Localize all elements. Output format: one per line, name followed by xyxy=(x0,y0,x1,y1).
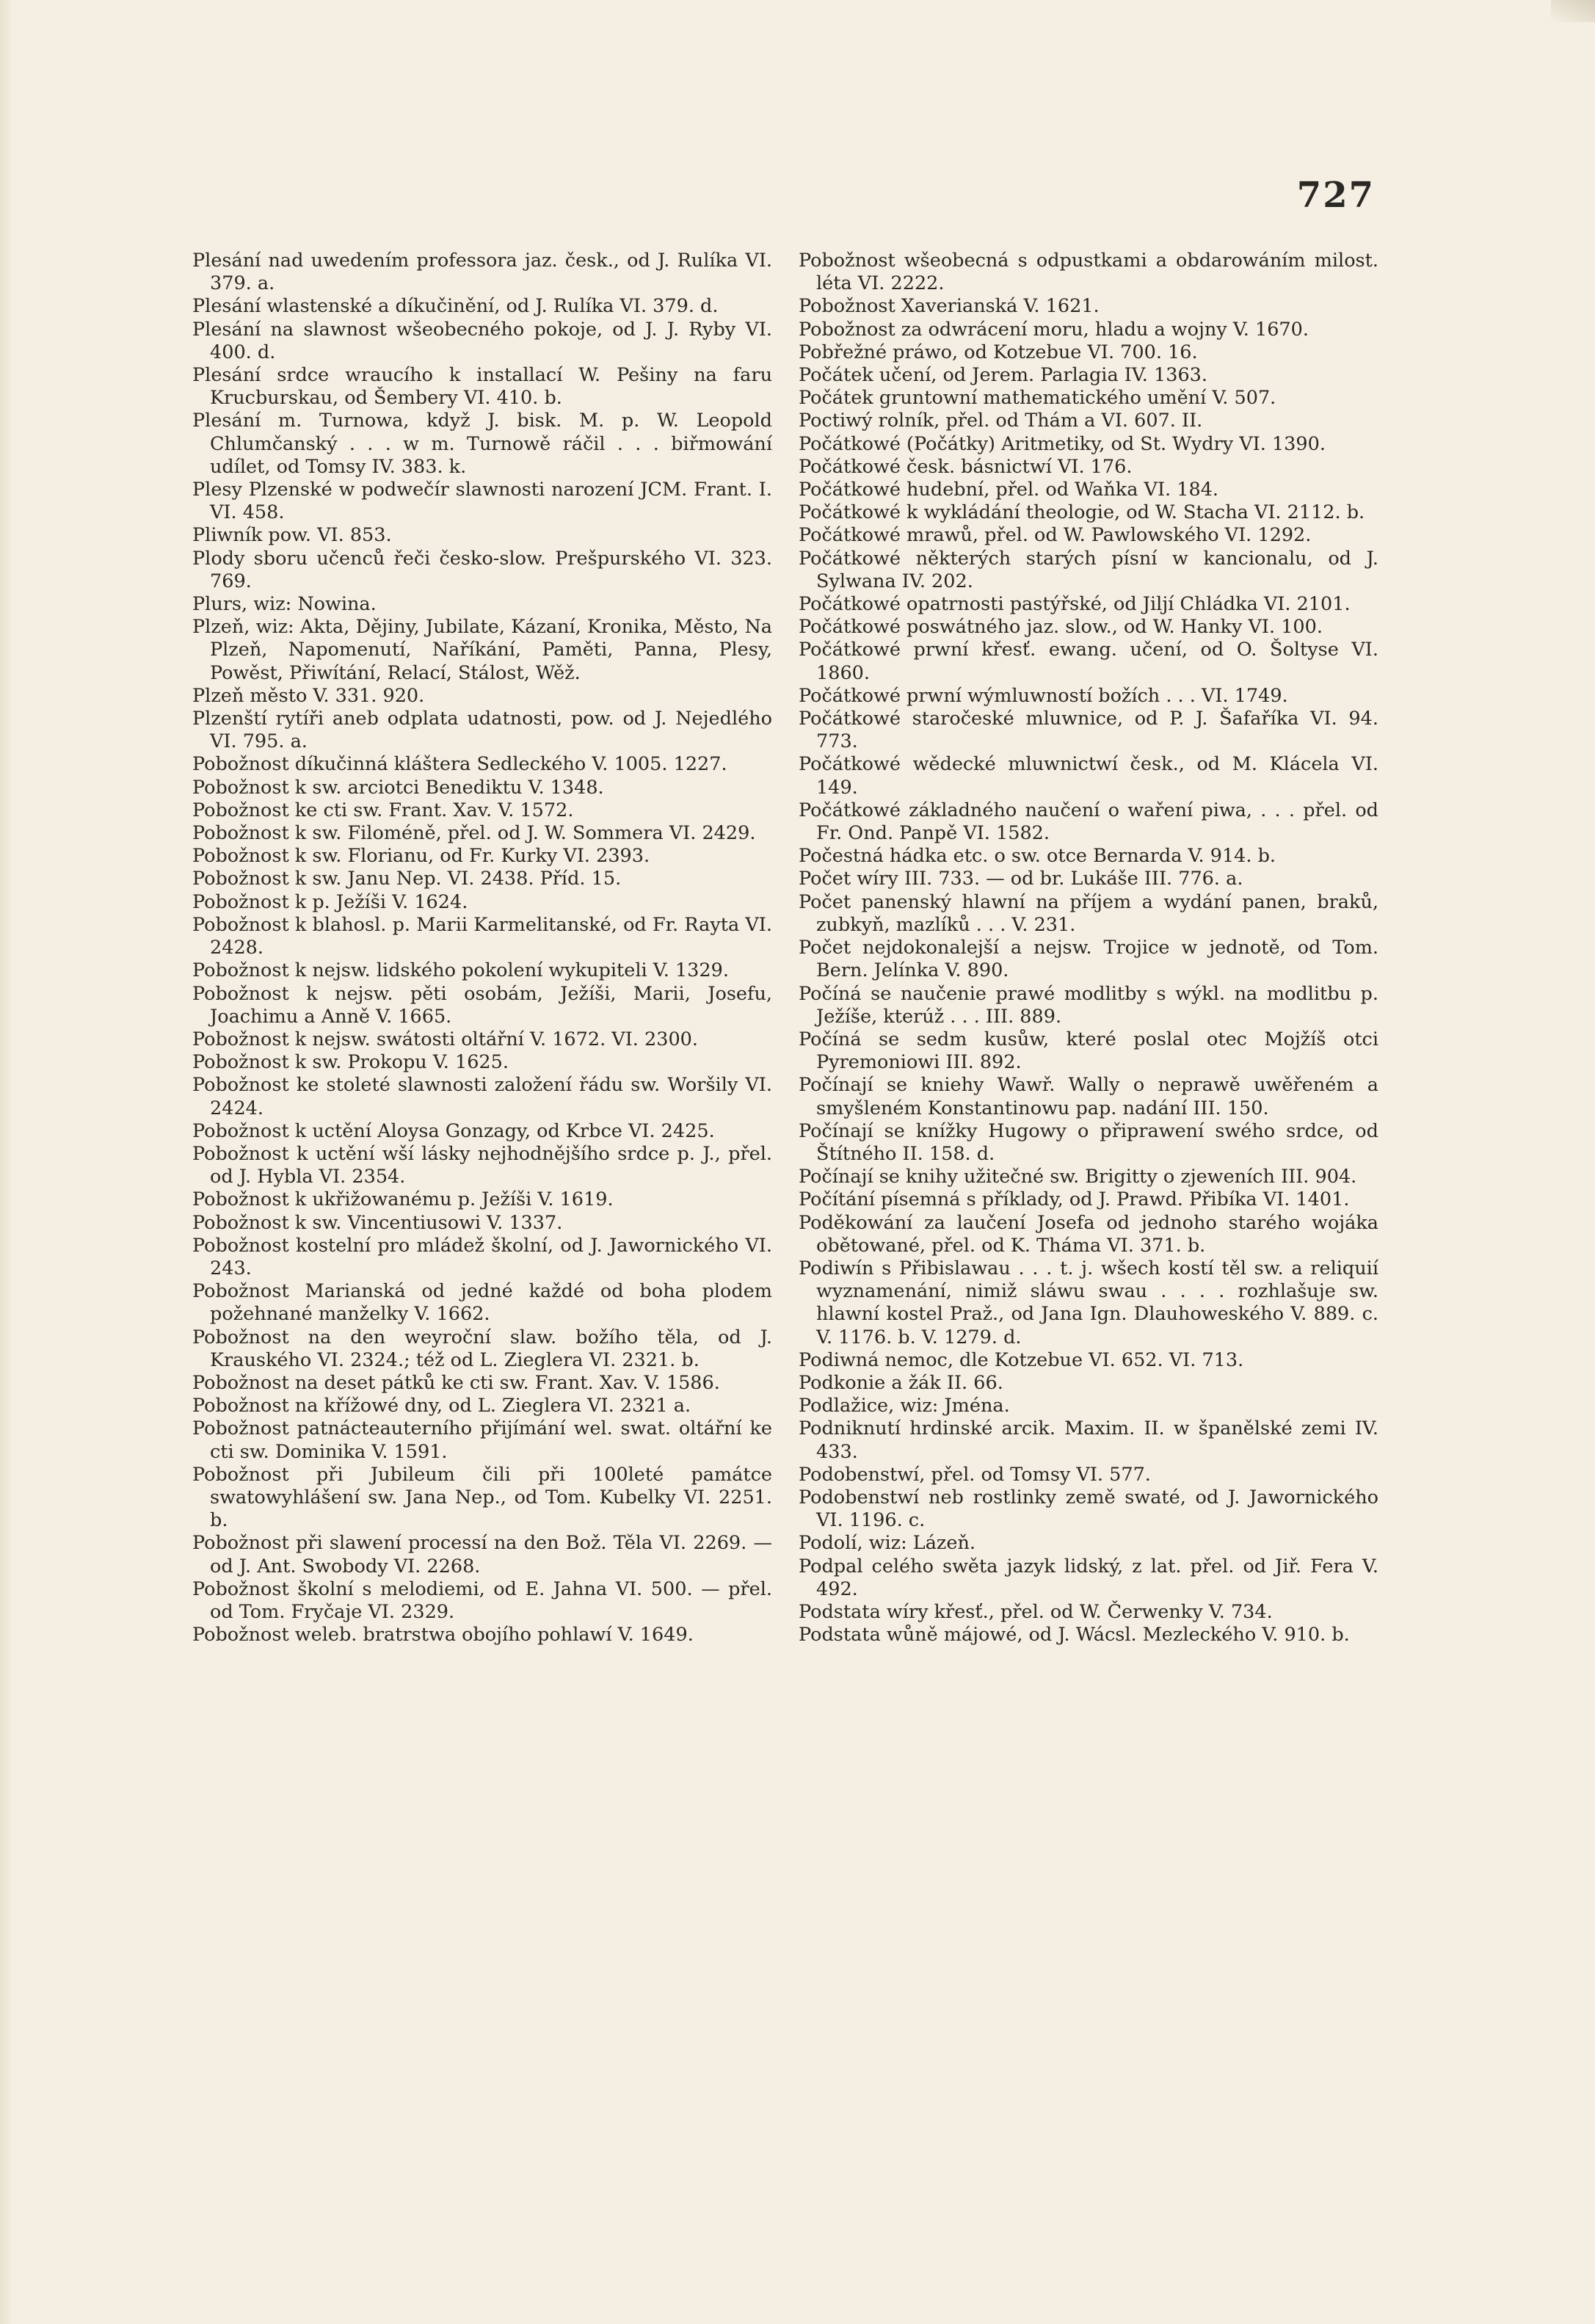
index-column-right xyxy=(799,250,1378,1646)
index-entry: Počínají se kniehy Wawř. Wally o neprawě uwěřeném a smyšleném Konstantinowu pap. nadání III. 150. xyxy=(799,1074,1378,1119)
index-entry: Podlažice, wiz: Jména. xyxy=(799,1395,1010,1417)
index-entry: Podstata wíry křesť., přel. od W. Čerwenky V. 734. xyxy=(799,1600,1273,1623)
index-column-left xyxy=(192,250,772,1646)
index-entry: Plzeň, wiz: Akta, Dějiny, Jubilate, Kázaní, Kronika, Město, Na Plzeň, Napomenutí, Naříkání, Paměti, Panna, Plesy, Powěst, Přiwítání, Relací, Stálost, Wěž. xyxy=(192,616,772,684)
index-entry: Počátkowé staročeské mluwnice, od P. J. Šafaříka VI. 94. 773. xyxy=(799,708,1378,753)
index-entry: Plesy Plzenské w podwečír slawnosti narození JCM. Frant. I. VI. 458. xyxy=(192,479,772,524)
index-entry: Pobožnost k sw. Janu Nep. VI. 2438. Příd. 15. xyxy=(192,868,622,890)
index-entry: Počátkowé prwní křesť. ewang. učení, od O. Šoltyse VI. 1860. xyxy=(799,639,1378,684)
index-entry: Pobožnost k uctění wší lásky nejhodnějšího srdce p. J., přel. od J. Hybla VI. 2354. xyxy=(192,1142,772,1188)
index-entry: Počátkowé (Počátky) Aritmetiky, od St. Wydry VI. 1390. xyxy=(799,432,1326,455)
index-entry: Pobožnost Xaverianská V. 1621. xyxy=(799,295,1100,318)
index-entry: Pobožnost k nejsw. pěti osobám, Ježíši, Marii, Josefu, Joachimu a Anně V. 1665. xyxy=(192,982,772,1028)
index-entry: Plesání nad uwedením professora jaz. česk., od J. Rulíka VI. 379. a. xyxy=(192,250,772,295)
index-entry: Podstata wůně májowé, od J. Wácsl. Mezleckého V. 910. b. xyxy=(799,1624,1350,1646)
index-entry: Počet panenský hlawní na příjem a wydání panen, braků, zubkyň, mazlíků . . . V. 231. xyxy=(799,890,1378,936)
index-entry: Pobožnost weleb. bratrstwa obojího pohlawí V. 1649. xyxy=(192,1624,694,1646)
index-entry: Podkonie a žák II. 66. xyxy=(799,1371,1003,1394)
index-entry: Pobožnost k blahosl. p. Marii Karmelitanské, od Fr. Rayta VI. 2428. xyxy=(192,913,772,959)
index-entry: Plzenští rytíři aneb odplata udatnosti, pow. od J. Nejedlého VI. 795. a. xyxy=(192,708,772,753)
index-entry: Počátkowé některých starých písní w kancionalu, od J. Sylwana IV. 202. xyxy=(799,547,1378,592)
index-entry: Pobožnost k sw. Florianu, od Fr. Kurky VI. 2393. xyxy=(192,845,650,868)
index-entry: Pliwník pow. VI. 853. xyxy=(192,524,392,547)
index-entry: Plesání srdce wraucího k installací W. Pešiny na faru Krucburskau, od Šembery VI. 410. b. xyxy=(192,364,772,410)
index-entry: Počátkowé k wykládání theologie, od W. Stacha VI. 2112. b. xyxy=(799,501,1365,524)
index-entry: Počátkowé hudební, přel. od Waňka VI. 184. xyxy=(799,479,1219,501)
index-entry: Podniknutí hrdinské arcik. Maxim. II. w španělské zemi IV. 433. xyxy=(799,1417,1378,1463)
index-entry: Pobožnost na deset pátků ke cti sw. Frant. Xav. V. 1586. xyxy=(192,1371,720,1394)
index-entry: Pobožnost wšeobecná s odpustkami a obdarowáním milost. léta VI. 2222. xyxy=(799,250,1378,295)
index-entry: Plurs, wiz: Nowina. xyxy=(192,593,377,616)
index-entry: Počátkowé wědecké mluwnictwí česk., od M. Klácela VI. 149. xyxy=(799,753,1378,799)
index-entry: Pobožnost k p. Ježíši V. 1624. xyxy=(192,890,468,913)
index-entry: Plesání na slawnost wšeobecného pokoje, od J. J. Ryby VI. 400. d. xyxy=(192,318,772,363)
index-entry: Podpal celého swěta jazyk lidský, z lat. přel. od Jiř. Fera V. 492. xyxy=(799,1555,1378,1600)
index-entry: Poděkowání za laučení Josefa od jednoho starého wojáka obětowané, přel. od K. Tháma VI. 371. b. xyxy=(799,1211,1378,1257)
index-entry: Počátkowé prwní wýmluwností božích . . . VI. 1749. xyxy=(799,684,1288,707)
index-entry: Plzeň město V. 331. 920. xyxy=(192,684,425,707)
index-entry: Pobožnost k nejsw. lidského pokolení wykupiteli V. 1329. xyxy=(192,959,729,982)
index-entry: Plesání m. Turnowa, když J. bisk. M. p. W. Leopold Chlumčanský . . . w m. Turnowě ráčil . . . biřmowání udílet, od Tomsy IV. 383. k. xyxy=(192,410,772,478)
index-entry: Počet wíry III. 733. — od br. Lukáše III. 776. a. xyxy=(799,868,1243,890)
index-entry: Pobožnost k sw. Prokopu V. 1625. xyxy=(192,1051,509,1074)
index-entry: Pobožnost k ukřižowanému p. Ježíši V. 1619. xyxy=(192,1188,614,1211)
index-entry: Podobenstwí, přel. od Tomsy VI. 577. xyxy=(799,1463,1151,1486)
index-entry: Pobožnost školní s melodiemi, od E. Jahna VI. 500. — přel. od Tom. Fryčaje VI. 2329. xyxy=(192,1577,772,1623)
index-entry: Pobožnost k nejsw. swátosti oltářní V. 1672. VI. 2300. xyxy=(192,1028,698,1050)
index-entry: Počátek učení, od Jerem. Parlagia IV. 1363. xyxy=(799,364,1208,387)
index-entry: Pobožnost patnácteauterního přijímání wel. swat. oltářní ke cti sw. Dominika V. 1591. xyxy=(192,1417,772,1463)
index-entry: Poctiwý rolník, přel. od Thám a VI. 607. II. xyxy=(799,410,1203,432)
index-entry: Pobožnost k sw. Vincentiusowi V. 1337. xyxy=(192,1211,563,1234)
index-entry: Počátkowé opatrnosti pastýřské, od Jiljí Chládka VI. 2101. xyxy=(799,593,1351,616)
index-entry: Počíná se naučenie prawé modlitby s wýkl. na modlitbu p. Ježíše, kterúž . . . III. 889. xyxy=(799,982,1378,1028)
index-entry: Podolí, wiz: Lázeň. xyxy=(799,1532,975,1555)
index-entry: Počínají se knihy užitečné sw. Brigitty o zjeweních III. 904. xyxy=(799,1166,1357,1188)
index-entry: Počátkowé česk. básnictwí VI. 176. xyxy=(799,455,1133,478)
index-entry: Pobožnost k uctění Aloysa Gonzagy, od Krbce VI. 2425. xyxy=(192,1119,715,1142)
index-entry: Počestná hádka etc. o sw. otce Bernarda V. 914. b. xyxy=(799,845,1276,868)
index-entry: Pobožnost ke stoleté slawnosti založení řádu sw. Woršily VI. 2424. xyxy=(192,1074,772,1119)
index-entry: Pobřežné práwo, od Kotzebue VI. 700. 16. xyxy=(799,341,1198,363)
index-entry: Pobožnost ke cti sw. Frant. Xav. V. 1572. xyxy=(192,799,574,821)
index-entry: Počíná se sedm kusůw, které poslal otec Mojžíš otci Pyremoniowi III. 892. xyxy=(799,1028,1378,1074)
index-entry: Počítání písemná s příklady, od J. Prawd. Přibíka VI. 1401. xyxy=(799,1188,1350,1211)
index-entry: Podiwín s Přibislawau . . . t. j. wšech kostí těl sw. a reliquií wyznamenání, nimiž sláwu swau . . . . rozhlašuje sw. hlawní kostel Praž., od Jana Ign. Dlauhoweského V. 889. c. V. 1176. b. V. 1279. d. xyxy=(799,1257,1378,1348)
index-entry: Pobožnost k sw. arciotci Benediktu V. 1348. xyxy=(192,776,604,799)
index-entry: Počínají se knížky Hugowy o připrawení swého srdce, od Štítného II. 158. d. xyxy=(799,1119,1378,1165)
index-entry: Pobožnost na den weyroční slaw. božího těla, od J. Krauského VI. 2324.; též od L. Zieglera VI. 2321. b. xyxy=(192,1326,772,1371)
index-entry: Pobožnost za odwrácení moru, hladu a wojny V. 1670. xyxy=(799,318,1309,341)
index-entry: Podobenstwí neb rostlinky země swaté, od J. Jawornického VI. 1196. c. xyxy=(799,1486,1378,1532)
index-entry: Počet nejdokonalejší a nejsw. Trojice w jednotě, od Tom. Bern. Jelínka V. 890. xyxy=(799,937,1378,982)
index-entry: Počátek gruntowní mathematického umění V. 507. xyxy=(799,387,1276,410)
index-entry: Pobožnost při slawení processí na den Bož. Těla VI. 2269. — od J. Ant. Swobody VI. 2268. xyxy=(192,1532,772,1577)
index-entry: Pobožnost na křížowé dny, od L. Zieglera VI. 2321 a. xyxy=(192,1395,691,1417)
index-entry: Počátkowé poswátného jaz. slow., od W. Hanky VI. 100. xyxy=(799,616,1323,639)
index-entry: Pobožnost díkučinná kláštera Sedleckého V. 1005. 1227. xyxy=(192,753,727,776)
index-entry: Počátkowé mrawů, přel. od W. Pawlowského VI. 1292. xyxy=(799,524,1312,547)
page-number: 727 xyxy=(1296,175,1375,216)
page-edge xyxy=(0,0,13,2324)
index-entry: Pobožnost při Jubileum čili při 100leté památce swatowyhlášení sw. Jana Nep., od Tom. Kubelky VI. 2251. b. xyxy=(192,1463,772,1532)
index-entry: Pobožnost Marianská od jedné každé od boha plodem požehnané manželky V. 1662. xyxy=(192,1280,772,1326)
page-corner xyxy=(1551,0,1595,22)
index-entry: Pobožnost k sw. Filoméně, přel. od J. W. Sommera VI. 2429. xyxy=(192,822,756,845)
index-entry: Počátkowé základného naučení o waření piwa, . . . přel. od Fr. Ond. Panpě VI. 1582. xyxy=(799,799,1378,845)
index-entry: Podiwná nemoc, dle Kotzebue VI. 652. VI. 713. xyxy=(799,1348,1244,1371)
index-entry: Plesání wlastenské a díkučinění, od J. Rulíka VI. 379. d. xyxy=(192,295,719,318)
index-entry: Plody sboru učenců řeči česko-slow. Prešpurského VI. 323. 769. xyxy=(192,547,772,592)
index-entry: Pobožnost kostelní pro mládež školní, od J. Jawornického VI. 243. xyxy=(192,1234,772,1279)
